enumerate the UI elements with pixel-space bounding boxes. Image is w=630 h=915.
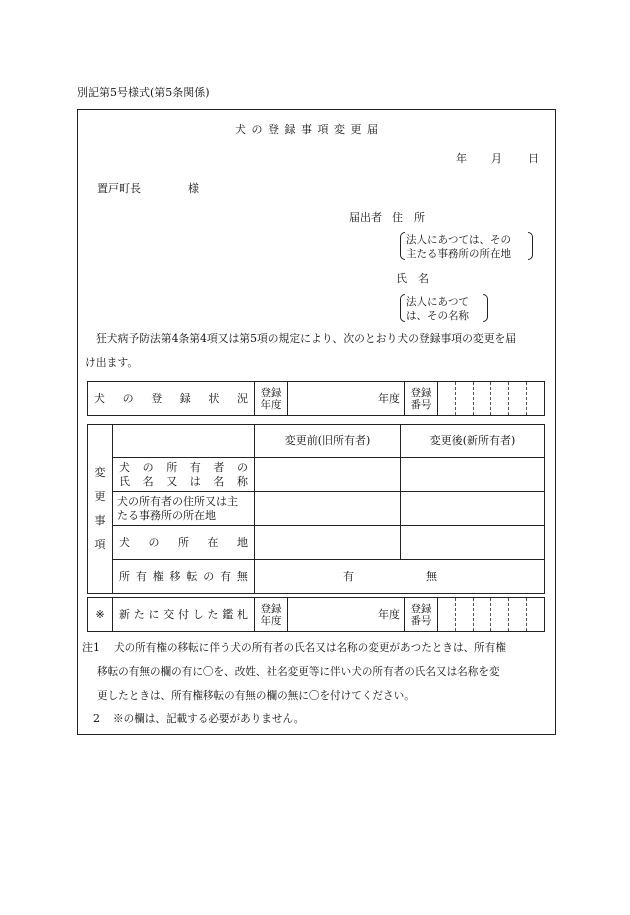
address-note-line1: 法人にあつては、その	[406, 234, 511, 246]
side-char: 変	[94, 466, 106, 479]
new-tag-fiscal-year-field[interactable]	[288, 598, 405, 632]
header-before: 変更前(旧所有者)	[255, 425, 401, 458]
reg-no-label	[405, 382, 438, 416]
date-day: 日	[528, 152, 539, 165]
reg-no-field[interactable]	[438, 382, 545, 416]
fiscal-year-field[interactable]	[288, 382, 405, 416]
date-month: 月	[491, 152, 502, 165]
reg-no-bottom: 番号	[410, 398, 432, 411]
header-after: 変更後(新所有者)	[401, 425, 545, 458]
addressee-name: 置戸町長	[97, 182, 141, 195]
status-char: 犬	[94, 391, 105, 405]
status-label-cell	[88, 382, 255, 416]
owner-address-line1: 犬の所有者の住所又は主	[117, 494, 238, 508]
status-char: 状	[208, 391, 220, 405]
reg-year-label	[255, 382, 288, 416]
note1-line2: 移転の有無の欄の有に〇を、改姓、社名変更等に伴い犬の所有者の氏名又は名称を変	[97, 666, 500, 678]
body-text-line1: 狂犬病予防法第4条第4項又は第5項の規定により、次のとおり犬の登録事項の変更を届	[96, 332, 517, 345]
new-tag-fiscal-year-suffix: 年度	[378, 607, 400, 621]
owner-address-after-field[interactable]	[401, 492, 545, 526]
note1-line1: 犬の所有権の移転に伴う犬の所有者の氏名又は名称の変更があつたときは、所有権	[114, 642, 506, 654]
dog-location-label: 犬 の 所 在 地	[113, 526, 255, 560]
note2-prefix: 2	[93, 712, 100, 725]
transfer-yes[interactable]: 有	[343, 569, 354, 583]
ownership-transfer-label: 所 有 権 移 転 の 有 無	[113, 560, 255, 594]
status-char: 録	[179, 391, 191, 405]
new-tag-label: 新 た に 交 付 し た 鑑 札	[113, 598, 255, 632]
address-note-bracket-right	[528, 232, 533, 260]
owner-name-after-field[interactable]	[401, 458, 545, 492]
side-char: 更	[94, 490, 106, 503]
reg-year-top: 登録	[260, 386, 282, 399]
side-char: 事	[94, 514, 106, 527]
header-empty-cell	[113, 425, 255, 458]
side-char: 項	[94, 538, 106, 551]
change-side-label	[88, 425, 113, 594]
new-tag-table	[87, 597, 545, 632]
body-text-line2: け出ます。	[85, 356, 139, 369]
dog-location-after-field[interactable]	[401, 526, 545, 560]
ownership-transfer-field[interactable]	[255, 560, 545, 594]
name-label: 氏 名	[396, 272, 429, 285]
owner-name-before-field[interactable]	[255, 458, 401, 492]
name-note-line2: は、その名称	[406, 310, 469, 322]
owner-address-label	[113, 492, 255, 526]
dog-location-before-field[interactable]	[255, 526, 401, 560]
status-char: 況	[236, 391, 248, 405]
name-note-line1: 法人にあつて	[406, 296, 469, 308]
reg-year-bottom: 年度	[260, 398, 282, 411]
date-year: 年	[456, 152, 467, 165]
status-char: の	[122, 391, 134, 405]
note1-line3: 更したときは、所有権移転の有無の欄の無に〇を付けてください。	[97, 690, 415, 702]
owner-name-label: 犬 の 所 有 者 の 氏 名 又 は 名 称	[113, 458, 255, 492]
new-tag-reg-no-field[interactable]	[438, 598, 545, 632]
form-id: 別記第5号様式(第5条関係)	[77, 86, 210, 99]
name-note-bracket-right	[483, 294, 488, 322]
note1-prefix: 注1	[82, 641, 100, 654]
transfer-no[interactable]: 無	[426, 569, 437, 583]
address-note-line2: 主たる事務所の所在地	[406, 248, 511, 260]
form-title: 犬 の 登 録 事 項 変 更 届	[235, 123, 379, 136]
name-note-bracket-left	[400, 294, 405, 322]
note2-text: ※の欄は、記載する必要がありません。	[113, 713, 305, 725]
status-char: 登	[151, 391, 163, 405]
address-label: 住 所	[392, 211, 425, 224]
owner-address-line2: たる事務所の所在地	[117, 508, 216, 522]
addressee-honorific: 様	[188, 182, 199, 195]
address-note-bracket-left	[400, 232, 405, 260]
office-use-mark: ※	[88, 598, 113, 632]
reg-no-top: 登録	[410, 386, 432, 399]
registration-status-table	[87, 381, 545, 416]
new-tag-reg-no-label: 登録 番号	[405, 598, 438, 632]
fiscal-year-suffix: 年度	[378, 391, 400, 405]
applicant-label: 届出者	[349, 211, 382, 224]
owner-address-before-field[interactable]	[255, 492, 401, 526]
change-items-table	[87, 424, 545, 594]
new-tag-reg-year-label: 登録 年度	[255, 598, 288, 632]
